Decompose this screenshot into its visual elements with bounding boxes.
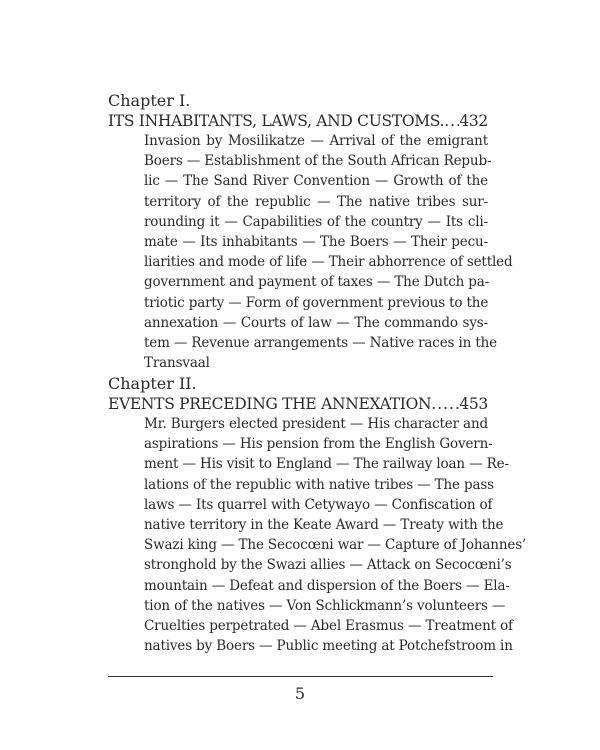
summary-line: government and payment of taxes — The Dutch pa-: [144, 274, 490, 291]
chapter-title-row: [108, 394, 488, 414]
summary-line: Cruelties perpetrated — Abel Erasmus — Treatment of: [144, 617, 513, 634]
chapter-summary: [144, 131, 513, 373]
chapter-title: EVENTS PRECEDING THE ANNEXATION: [108, 395, 432, 413]
chapter-page-number: 432: [459, 112, 488, 130]
summary-line: liarities and mode of life — Their abhorrence of settled: [144, 254, 513, 271]
summary-line: natives by Boers — Public meeting at Potchefstroom in: [144, 638, 513, 655]
summary-line: aspirations — His pension from the English Govern-: [144, 436, 493, 453]
dot-leader: [444, 111, 459, 131]
summary-line: triotic party — Form of government previous to the: [144, 294, 489, 311]
summary-line: tem — Revenue arrangements — Native races in the: [144, 334, 497, 351]
chapter-label: Chapter I.: [108, 91, 191, 110]
summary-line: territory of the republic — The native tribes sur-: [144, 193, 488, 210]
summary-line: lic — The Sand River Convention — Growth of the: [144, 173, 488, 190]
summary-line: lations of the republic with native tribes — The pass: [144, 476, 494, 493]
chapter-2-entry: [108, 374, 527, 656]
chapter-summary: [144, 414, 527, 656]
summary-line: native territory in the Keate Award — Treaty with the: [144, 516, 504, 533]
summary-line: Transvaal: [144, 355, 210, 372]
summary-line: ment — His visit to England — The railway loan — Re-: [144, 456, 509, 473]
dot-leader: [431, 394, 459, 414]
chapter-title-row: [108, 111, 488, 131]
chapter-label: Chapter II.: [108, 374, 197, 393]
summary-line: mate — Its inhabitants — The Boers — Their pecu-: [144, 233, 488, 250]
summary-line: mountain — Defeat and dispersion of the Boers — Ela-: [144, 577, 510, 594]
summary-line: Invasion by Mosilikatze — Arrival of the emigrant: [144, 133, 488, 149]
chapter-title: ITS INHABITANTS, LAWS, AND CUSTOMS.: [108, 112, 445, 130]
footer-rule: [108, 676, 493, 677]
summary-line: laws — Its quarrel with Cetywayo — Confiscation of: [144, 496, 493, 513]
summary-line: Mr. Burgers elected president — His character and: [144, 416, 488, 432]
summary-line: Swazi king — The Secocœni war — Capture of Johannes’: [144, 537, 527, 554]
summary-line: rounding it — Capabilities of the country — Its cli-: [144, 213, 488, 230]
summary-line: annexation — Courts of law — The commando sys-: [144, 314, 488, 331]
summary-line: Boers — Establishment of the South African Repub-: [144, 153, 492, 170]
chapter-1-entry: [108, 91, 513, 373]
summary-line: stronghold by the Swazi allies — Attack on Secocœni’s: [144, 557, 512, 574]
summary-line: tion of the natives — Von Schlickmann’s volunteers —: [144, 597, 506, 614]
chapter-page-number: 453: [459, 395, 488, 413]
page-number: 5: [294, 684, 306, 703]
